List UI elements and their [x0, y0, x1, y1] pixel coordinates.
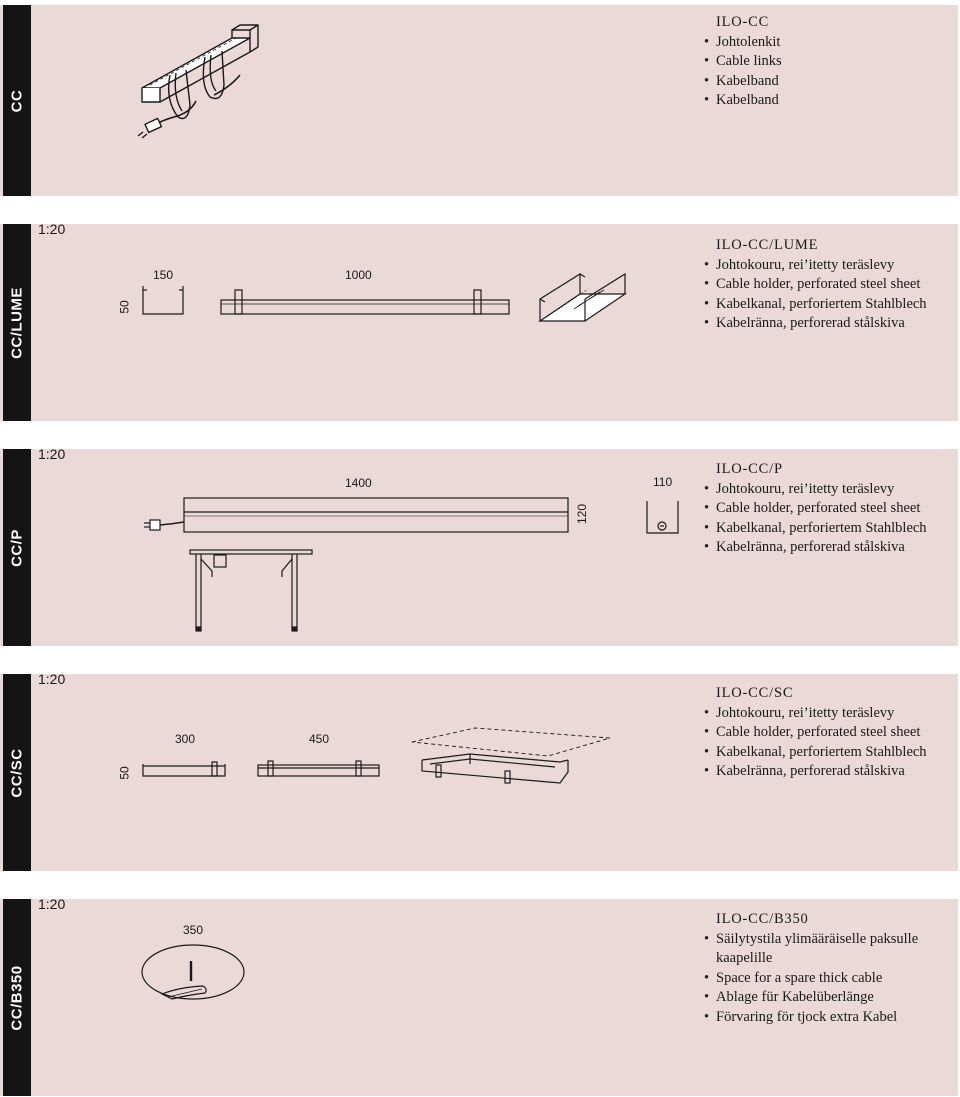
list-item: • Johtokouru, rei’itetty teräslevy	[704, 256, 948, 276]
cable-links-illustration	[0, 5, 700, 196]
section-cc-sc	[0, 671, 958, 871]
list-item: • Ablage für Kabelüberlänge	[704, 988, 948, 1008]
dimension-depth: 110	[653, 475, 673, 489]
list-item: • Kabelränna, perforerad stålskiva	[704, 762, 948, 782]
translations-list	[716, 480, 948, 558]
list-item: • Cable holder, perforated steel sheet	[704, 499, 948, 519]
section-code: CC/SC	[8, 747, 26, 798]
product-title: ILO-CC	[716, 14, 770, 30]
list-item: • Kabelränna, perforerad stålskiva	[704, 538, 948, 558]
section-code: CC	[8, 89, 26, 112]
product-title: ILO-CC/P	[716, 461, 783, 477]
section-code: CC/LUME	[8, 286, 26, 359]
dimension-length: 1400	[345, 476, 372, 490]
list-item: • Johtolenkit	[704, 33, 948, 53]
product-description	[716, 684, 948, 782]
list-item: • Cable links	[704, 52, 948, 72]
cable-storage-drawing	[0, 899, 700, 1096]
list-item: • Johtokouru, rei’itetty teräslevy	[704, 704, 948, 724]
product-title: ILO-CC/SC	[716, 685, 794, 701]
cable-holder-drawings	[0, 449, 700, 646]
list-item: • Kabelkanal, perforiertem Stahlblech	[704, 743, 948, 763]
list-item: • Kabelkanal, perforiertem Stahlblech	[704, 519, 948, 539]
translations-list	[716, 930, 948, 1028]
section-cc-b350	[0, 896, 958, 1096]
dimension-length: 450	[309, 732, 330, 746]
scale-label: 1:20	[38, 221, 66, 237]
dimension-width: 300	[175, 732, 196, 746]
scale-label: 1:20	[38, 896, 66, 912]
product-title: ILO-CC/B350	[716, 911, 809, 927]
cable-holder-drawings	[0, 224, 700, 421]
dimension-height: 50	[117, 300, 132, 314]
list-item: • Cable holder, perforated steel sheet	[704, 723, 948, 743]
translations-list	[716, 33, 948, 111]
product-description	[716, 460, 948, 558]
list-item: • Kabelkanal, perforiertem Stahlblech	[704, 295, 948, 315]
dimension-height: 50	[117, 766, 132, 780]
list-item: • Space for a spare thick cable	[704, 969, 948, 989]
translations-list	[716, 704, 948, 782]
list-item: • Johtokouru, rei’itetty teräslevy	[704, 480, 948, 500]
product-description	[716, 910, 948, 1028]
section-code: CC/B350	[8, 964, 26, 1031]
list-item: • Kabelband	[704, 72, 948, 92]
dimension-width: 150	[153, 268, 174, 282]
scale-label: 1:20	[38, 446, 66, 462]
section-cc-lume	[0, 221, 958, 421]
translations-list	[716, 256, 948, 334]
product-description	[716, 13, 948, 111]
list-item: • Kabelränna, perforerad stålskiva	[704, 314, 948, 334]
product-description	[716, 236, 948, 334]
list-item: • Cable holder, perforated steel sheet	[704, 275, 948, 295]
scale-label: 1:20	[38, 671, 66, 687]
list-item: • Kabelband	[704, 91, 948, 111]
dimension-height: 120	[575, 503, 590, 525]
list-item: • Förvaring för tjock extra Kabel	[704, 1008, 948, 1028]
cable-holder-drawings	[0, 674, 700, 871]
section-cc-p	[0, 446, 958, 646]
dimension-length: 1000	[345, 268, 372, 282]
product-title: ILO-CC/LUME	[716, 237, 819, 253]
dimension-diameter: 350	[183, 923, 204, 937]
section-code: CC/P	[8, 528, 26, 567]
section-cc	[0, 5, 958, 196]
list-item: • Säilytystila ylimääräiselle paksulle kaapelille	[704, 930, 948, 969]
